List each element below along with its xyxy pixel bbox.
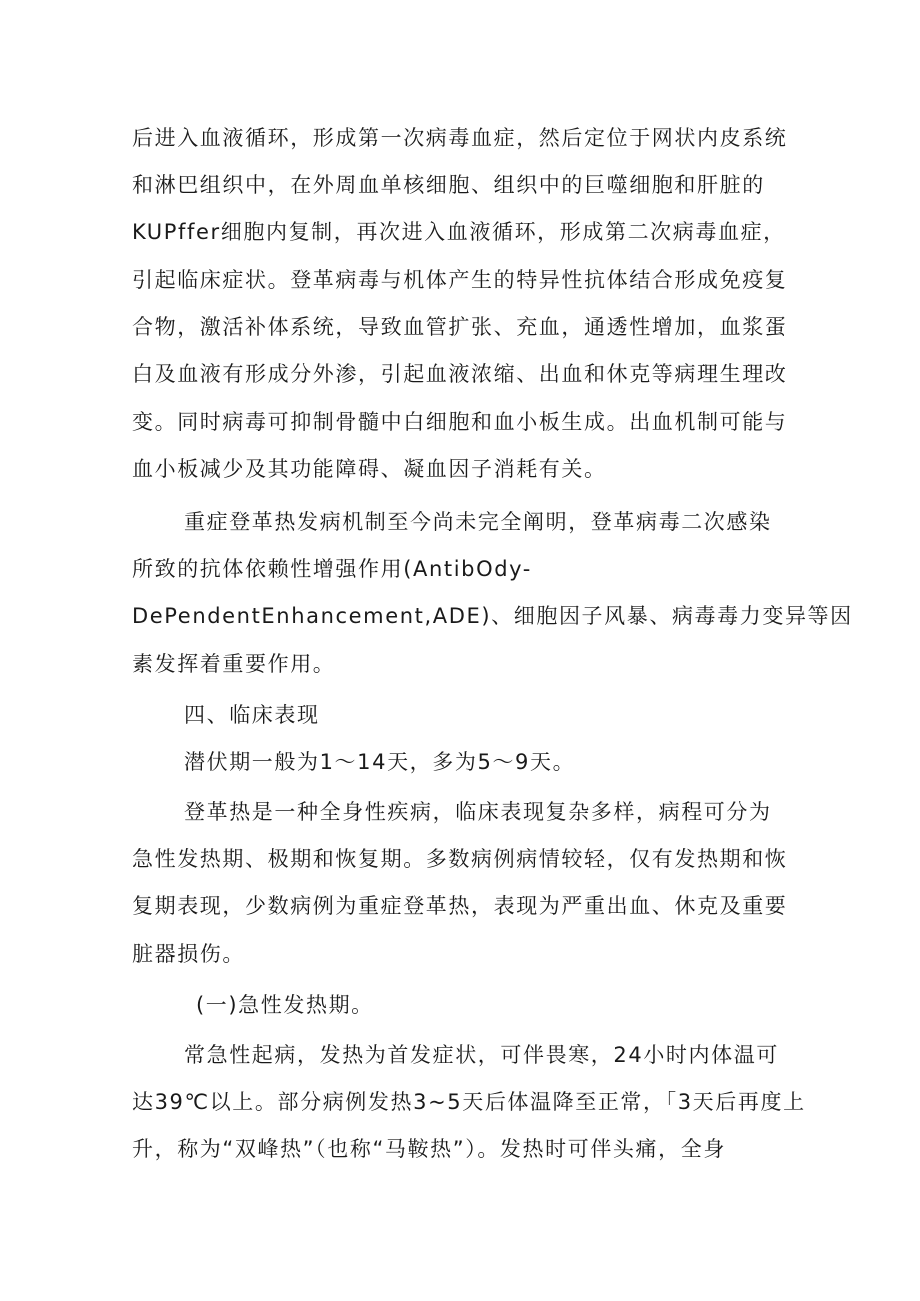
text-line: 升，称为“双峰热”（也称“马鞍热”）。发热时可伴头痛，全身 (132, 1137, 726, 1161)
text-line: 血小板减少及其功能障碍、凝血因子消耗有关。 (132, 457, 607, 481)
text-line: 达39℃以上。部分病例发热3~5天后体温降至正常，「3天后再度上 (132, 1090, 806, 1114)
text-line: 潜伏期一般为1〜14天，多为5〜9天。 (184, 750, 576, 774)
subsection-heading: (一)急性发热期。 (196, 993, 374, 1017)
text-line: 白及血液有形成分外渗，引起血液浓缩、出血和休克等病理生理改 (132, 362, 788, 386)
text-line: 所致的抗体依赖性增强作用(AntibOdy- (132, 557, 532, 581)
text-line: 登革热是一种全身性疾病，临床表现复杂多样，病程可分为 (184, 800, 772, 824)
text-line: 脏器损伤。 (132, 942, 245, 966)
text-line: 和淋巴组织中，在外周血单核细胞、组织中的巨噬细胞和肝脏的 (132, 173, 765, 197)
text-line: 引起临床症状。登革病毒与机体产生的特异性抗体结合形成免疫复 (132, 268, 788, 292)
text-line: 后进入血液循环，形成第一次病毒血症，然后定位于网状内皮系统 (132, 126, 788, 150)
text-line: 重症登革热发病机制至今尚未完全阐明，登革病毒二次感染 (184, 510, 772, 534)
text-line: 变。同时病毒可抑制骨髓中白细胞和血小板生成。出血机制可能与 (132, 410, 788, 434)
text-line: 常急性起病，发热为首发症状，可伴畏寒，24小时内体温可 (184, 1043, 779, 1067)
text-line: 素发挥着重要作用。 (132, 652, 336, 676)
text-line: 合物，激活补体系统，导致血管扩张、充血，通透性增加，血浆蛋 (132, 315, 788, 339)
section-heading: 四、临床表现 (184, 703, 320, 727)
text-line: DePendentEnhancement,ADE)、细胞因子风暴、病毒毒力变异等因 (132, 604, 853, 628)
text-line: 急性发热期、极期和恢复期。多数病例病情较轻，仅有发热期和恢 (132, 847, 788, 871)
text-line: KUPffer细胞内复制，再次进入血液循环，形成第二次病毒血症， (132, 220, 786, 244)
text-line: 复期表现，少数病例为重症登革热，表现为严重出血、休克及重要 (132, 894, 788, 918)
